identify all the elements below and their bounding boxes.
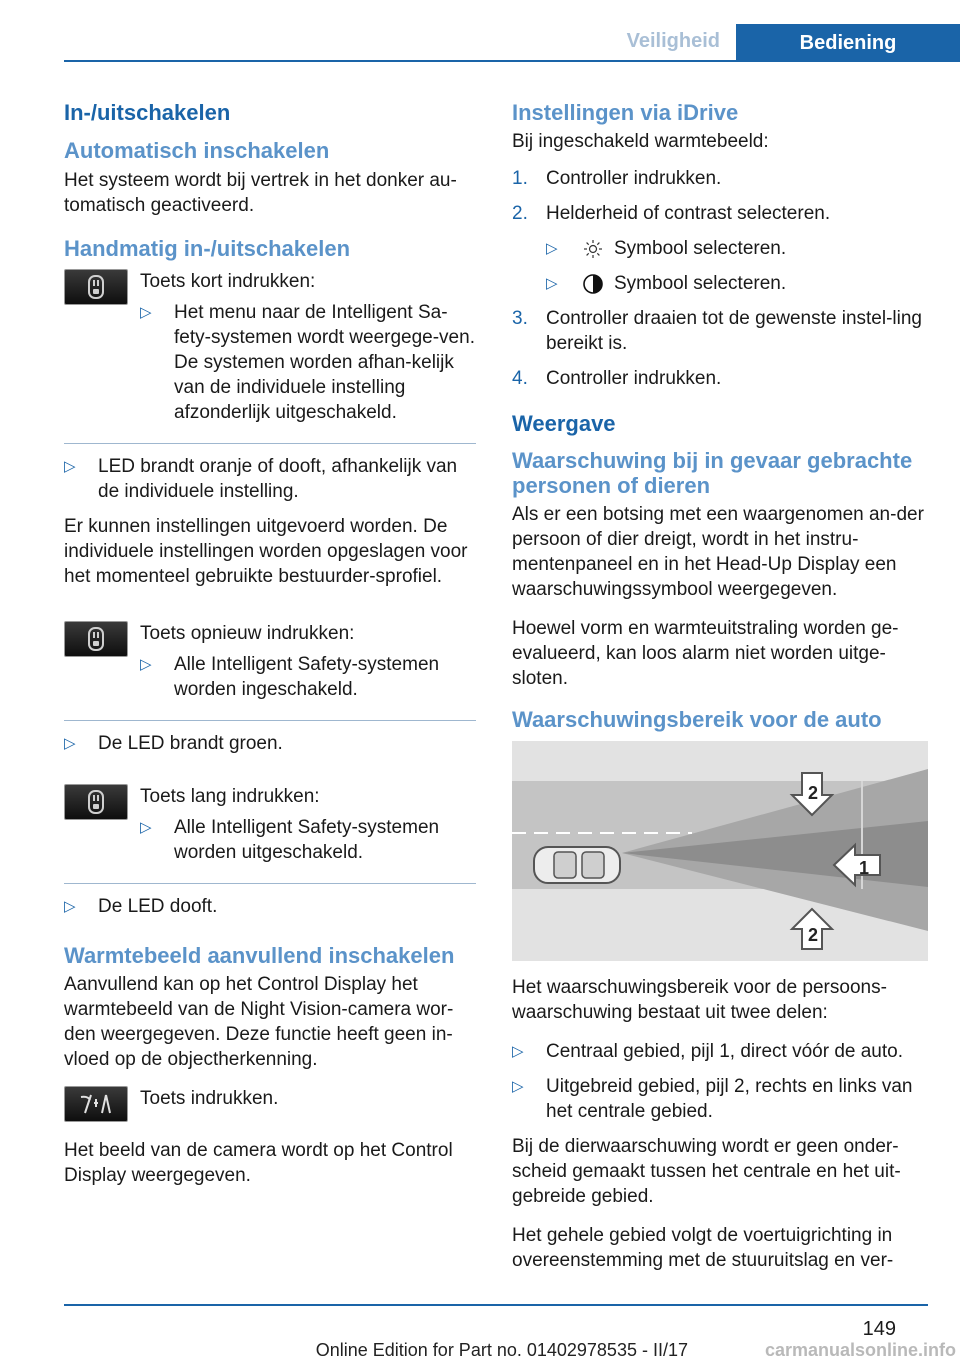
triangle-bullet-icon: ▷ (64, 734, 76, 752)
heading-in-uitschakelen: In-/uitschakelen (64, 100, 231, 125)
step-item (512, 201, 928, 226)
intelligent-safety-icon (81, 789, 111, 815)
camera-button-image (64, 1086, 128, 1122)
intelligent-safety-icon (81, 274, 111, 300)
bullet-text: Centraal gebied, pijl 1, direct vóór de auto. (546, 1040, 903, 1062)
bullet-text: Uitgebreid gebied, pijl 2, rechts en links van het centrale gebied. (546, 1075, 913, 1122)
step-number: 3. (512, 308, 528, 330)
car-icon (534, 847, 620, 883)
sub-item-brightness (546, 236, 928, 261)
button-block-kort (64, 269, 476, 435)
triangle-bullet-icon: ▷ (512, 1042, 524, 1060)
text-idrive: Bij ingeschakeld warmtebeeld: (512, 131, 769, 153)
contrast-icon (580, 273, 606, 295)
bullet-text: De LED brandt groen. (98, 732, 283, 754)
warning-range-diagram (512, 741, 928, 961)
triangle-bullet-icon: ▷ (64, 897, 76, 915)
night-vision-button-image (64, 784, 128, 820)
night-vision-icon (78, 1091, 114, 1117)
button-block-camera (64, 1086, 476, 1122)
text-gehele-gebied: Het gehele gebied volgt de voertuigrichting in overeenstemming met de stuuruitslag en ver- (512, 1224, 894, 1271)
sub-text: Symbool selecteren. (614, 238, 787, 260)
heading-weergave: Weergave (512, 411, 616, 437)
text-waarschuwing-1: Als er een botsing met een waargenomen an-der persoon of dier dreigt, wordt in het instru-mentenpaneel en in het Head-Up Display een waarschuwingssymbool weergegeven. (512, 504, 924, 601)
label-toets-kort: Toets kort indrukken: (140, 270, 316, 292)
arrow-2-bottom-label: 2 (808, 924, 819, 945)
watermark: carmanualsonline.info (764, 1340, 956, 1360)
list-item (64, 894, 476, 919)
triangle-bullet-icon: ▷ (140, 655, 152, 673)
sub-text: Symbool selecteren. (614, 273, 787, 295)
text-automatisch: Het systeem wordt bij vertrek in het donker au-tomatisch geactiveerd. (64, 169, 457, 216)
left-column (64, 100, 476, 1202)
section-tab-bediening[interactable]: Bediening (736, 24, 960, 62)
label-toets-lang: Toets lang indrukken: (140, 785, 320, 807)
step-text: Controller indrukken. (546, 368, 722, 390)
sub-item-contrast (546, 271, 928, 296)
heading-waarschuwing: Waarschuwing bij in gevaar gebrachte personen of dieren (512, 447, 913, 498)
bullet-text: Het menu naar de Intelligent Sa-fety-systemen wordt weergege-ven. De systemen worden afhan-kelijk van de individuele instelling afzonderlijk uitgeschakeld. (174, 301, 475, 423)
label-toets-opnieuw: Toets opnieuw indrukken: (140, 622, 355, 644)
section-tab-veiligheid[interactable]: Veiligheid (626, 30, 720, 52)
text-waarschuwing-2: Hoewel vorm en warmteuitstraling worden ge-evalueerd, kan loos alarm niet worden uitge-sloten. (512, 618, 899, 690)
arrow-1-label: 1 (859, 857, 870, 878)
header-rule (64, 60, 960, 62)
label-toets-indrukken: Toets indrukken. (140, 1088, 279, 1110)
step-text: Helderheid of contrast selecteren. (546, 203, 831, 225)
heading-warmtebeeld: Warmtebeeld aanvullend inschakelen (64, 942, 455, 968)
divider (64, 883, 476, 884)
step-text: Controller indrukken. (546, 168, 722, 190)
right-column (512, 100, 928, 1287)
triangle-bullet-icon: ▷ (64, 457, 76, 475)
list-item (512, 1039, 928, 1064)
button-block-opnieuw (64, 621, 476, 712)
list-item (64, 731, 476, 756)
triangle-bullet-icon: ▷ (140, 818, 152, 836)
page-number: 149 (862, 1318, 896, 1340)
list-item (64, 454, 476, 504)
night-vision-button-image (64, 269, 128, 305)
triangle-bullet-icon: ▷ (512, 1077, 524, 1095)
brightness-icon (580, 239, 606, 259)
step-item (512, 366, 928, 391)
list-item (140, 815, 476, 865)
arrow-2-top-label: 2 (808, 782, 819, 803)
button-block-lang (64, 784, 476, 875)
bullet-text: Alle Intelligent Safety-systemen worden uitgeschakeld. (174, 816, 440, 863)
triangle-bullet-icon: ▷ (546, 275, 558, 293)
intelligent-safety-icon (81, 626, 111, 652)
footer-rule (64, 1304, 928, 1306)
step-number: 2. (512, 203, 528, 225)
edition-text: Online Edition for Part no. 01402978535 - II/17 (315, 1340, 688, 1360)
bullet-text: Alle Intelligent Safety-systemen worden ingeschakeld. (174, 653, 440, 700)
page-header (0, 0, 960, 62)
bullet-text: LED brandt oranje of dooft, afhankelijk van de individuele instelling. (98, 455, 458, 502)
list-item (512, 1074, 928, 1124)
heading-idrive: Instellingen via iDrive (512, 100, 739, 125)
text-bereik: Het waarschuwingsbereik voor de persoons-waarschuwing bestaat uit twee delen: (512, 976, 887, 1023)
text-camerabeeld: Het beeld van de camera wordt op het Control Display weergegeven. (64, 1140, 453, 1187)
triangle-bullet-icon: ▷ (140, 303, 152, 321)
step-number: 1. (512, 168, 528, 190)
text-instellingen: Er kunnen instellingen uitgevoerd worden. De individuele instellingen worden opgeslagen voor het momenteel gebruikte bestuurder-sprofiel. (64, 515, 468, 587)
divider (64, 443, 476, 444)
text-warmtebeeld: Aanvullend kan op het Control Display het warmtebeeld van de Night Vision-camera wor-den weergegeven. Deze functie heeft geen in-vloed op de objectherkenning. (64, 974, 454, 1071)
step-text: Controller draaien tot de gewenste instel-ling bereikt is. (546, 308, 922, 355)
step-item (512, 166, 928, 191)
heading-handmatig: Handmatig in-/uitschakelen (64, 235, 351, 261)
night-vision-button-image (64, 621, 128, 657)
triangle-bullet-icon: ▷ (546, 240, 558, 258)
list-item (140, 300, 476, 425)
heading-waarschuwingsbereik: Waarschuwingsbereik voor de auto (512, 707, 882, 733)
text-dierwaarschuwing: Bij de dierwaarschuwing wordt er geen onder-scheid gemaakt tussen het centrale en het uit-gebreide gebied. (512, 1135, 901, 1207)
divider (64, 720, 476, 721)
bullet-text: De LED dooft. (98, 895, 218, 917)
step-item (512, 306, 928, 356)
list-item (140, 652, 476, 702)
heading-automatisch: Automatisch inschakelen (64, 138, 330, 164)
step-number: 4. (512, 368, 528, 390)
